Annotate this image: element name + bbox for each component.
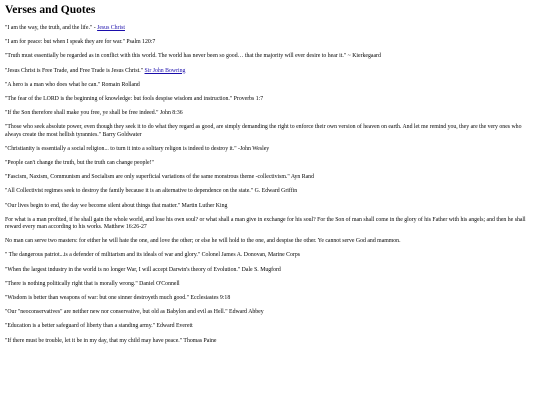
quote-list <box>5 25 535 345</box>
quote-text: "If the Son therefore shall make you free, ye shall be free indeed." John 8:36 <box>5 110 183 117</box>
quote-text: "I am the way, the truth, and the life." - <box>5 25 98 31</box>
quote-text: "A hero is a man who does what he can." Romain Rolland <box>5 81 140 88</box>
quote-item <box>5 68 535 75</box>
quote-text: "Our lives begin to end, the day we become silent about things that matter." Martin Luther King <box>5 202 228 209</box>
quote-text: "The fear of the LORD is the beginning of knowledge: but fools despise wisdom and instruction." Proverbs 1:7 <box>5 96 264 103</box>
quote-text: "People can't change the truth, but the truth can change people!" <box>5 160 154 167</box>
quote-item <box>5 295 535 302</box>
quote-text: "Wisdom is better than weapons of war: but one sinner destroyeth much good." Ecclesiastes 9:18 <box>5 295 231 302</box>
quote-text: "If there must be trouble, let it be in my day, that my child may have peace." Thomas Paine <box>5 337 217 344</box>
quote-text: "All Collectivist regimes seek to destroy the family because it is an alternative to dependence on the state." G. Edward Griffin <box>5 188 298 195</box>
quote-text: "When the largest industry in the world is no longer War, I will accept Darwin's theory of Evolution." Dale S. Mugford <box>5 266 281 273</box>
quote-text: "Our "neoconservatives" are neither new nor conservative, but old as Babylon and evil as Hell." Edward Abbey <box>5 309 264 316</box>
quote-item <box>5 96 535 103</box>
author-link[interactable]: Sir John Bowring <box>144 67 186 74</box>
quote-text: "I am for peace: but when I speak they are for war." Psalm 120:7 <box>5 39 156 46</box>
quote-item <box>5 110 535 117</box>
quote-item <box>5 217 535 231</box>
quote-item <box>5 39 535 46</box>
quote-item <box>5 124 535 138</box>
quote-item <box>5 188 535 195</box>
quote-text: "Christianity is essentially a social religion... to turn it into a solitary religon is indeed to destroy it." -John Wesley <box>5 145 270 152</box>
quote-text: "Education is a better safeguard of liberty than a standing army." Edward Everett <box>5 323 193 330</box>
quote-item <box>5 82 535 89</box>
quote-item <box>5 267 535 274</box>
quote-item <box>5 174 535 181</box>
quote-item <box>5 160 535 167</box>
quote-text: " The dangerous patriot...is a defender of militarism and its ideals of war and glory." Colonel James A. Donovan, Marine Corps <box>5 252 300 259</box>
quote-item <box>5 323 535 330</box>
quote-text: "Jesus Christ is Free Trade, and Free Trade is Jesus Christ." <box>5 67 145 74</box>
quote-item <box>5 252 535 259</box>
author-link[interactable]: Jesus Christ <box>97 25 125 31</box>
quote-item <box>5 53 535 60</box>
quote-text: "Fascism, Naxism, Communism and Socialism are only superficial variations of the same monstrous theme -collectivism." Ayn Rand <box>5 174 314 181</box>
quote-item <box>5 238 535 245</box>
quote-item <box>5 281 535 288</box>
quote-item <box>5 338 535 345</box>
quote-item <box>5 203 535 210</box>
quote-text: "There is nothing politically right that is morally wrong." Daniel O'Connell <box>5 280 180 287</box>
quote-item <box>5 146 535 153</box>
quote-text: No man can serve two masters: for either he will hate the one, and love the other; or else he will hold to the one, and despise the other. Ye cannot serve God and mammon. <box>5 238 401 245</box>
quote-item <box>5 25 535 32</box>
quote-text: For what is a man profited, if he shall gain the whole world, and lose his own soul? or what shall a man give in exchange for his soul? For the Son of man shall come in the glory of his Father with his angels; and then he shall reward every man according to his works. Matthew 16:26-27 <box>5 216 526 231</box>
quote-text: "Those who seek absolute power, even though they seek it to do what they regard as good, are simply demanding the right to enforce their own version of heaven on earth. And let me remind you, they are the very ones who always create the most hellish tyrannies." Barry Goldwater <box>5 124 522 138</box>
quote-text: "Truth must essentially be regarded as in conflict with this world. The world has never been so good… that the majority will ever desire to hear it." ~ Kierkegaard <box>5 53 381 60</box>
page-title: Verses and Quotes <box>5 4 96 16</box>
quote-item <box>5 309 535 316</box>
